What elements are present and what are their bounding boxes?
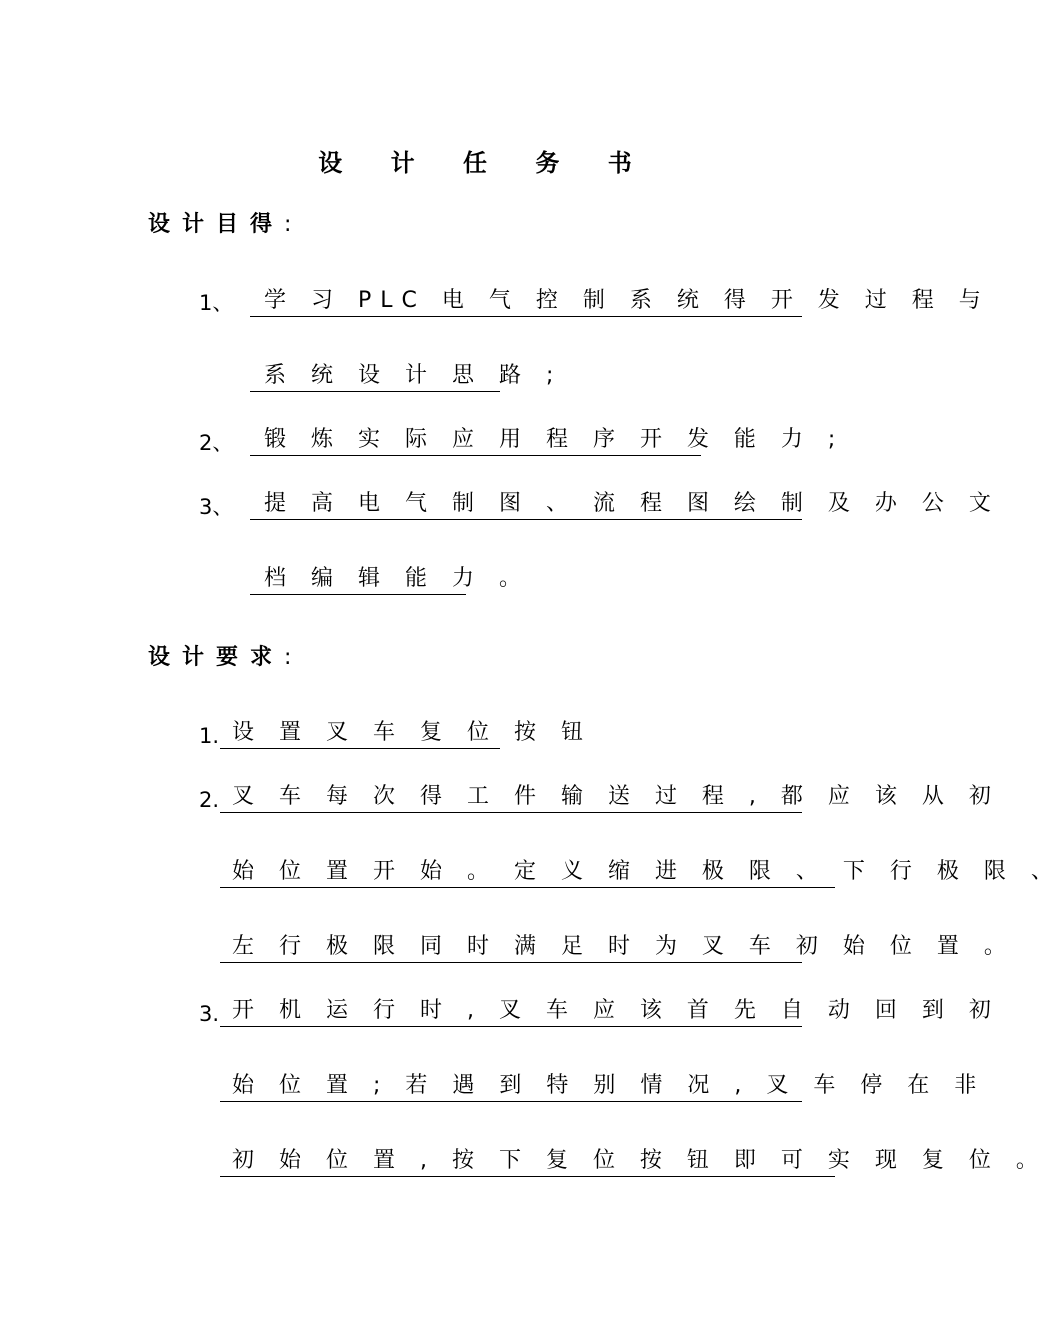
requirement-item-number-3: 3.: [199, 1002, 220, 1026]
purpose-item-3-line-1: 提 高 电 气 制 图 、 流 程 图 绘 制 及 办 公 文: [250, 489, 802, 520]
purpose-item-2-line-1: 锻 炼 实 际 应 用 程 序 开 发 能 力 ;: [250, 425, 701, 456]
requirement-item-2-line-1: 叉 车 每 次 得 工 件 输 送 过 程 , 都 应 该 从 初: [220, 782, 802, 813]
purpose-item-number-3: 3、: [199, 495, 234, 519]
purpose-item-1-line-1: 学 习 PLC 电 气 控 制 系 统 得 开 发 过 程 与: [250, 286, 802, 317]
requirement-item-3-line-1: 开 机 运 行 时 , 叉 车 应 该 首 先 自 动 回 到 初: [220, 996, 802, 1027]
purpose-item-number-2: 2、: [199, 431, 234, 455]
document-title: 设 计 任 务 书: [318, 149, 652, 177]
section-heading-requirements-colon: :: [284, 645, 292, 670]
requirement-item-number-1: 1.: [199, 724, 220, 748]
requirement-item-3-line-3: 初 始 位 置 , 按 下 复 位 按 钮 即 可 实 现 复 位 。: [220, 1146, 835, 1177]
requirement-item-2-line-2: 始 位 置 开 始 。 定 义 缩 进 极 限 、 下 行 极 限 、: [220, 857, 835, 888]
section-heading-requirements-text: 设计要求: [148, 645, 285, 670]
purpose-item-number-1: 1、: [199, 291, 234, 315]
requirement-item-2-line-3: 左 行 极 限 同 时 满 足 时 为 叉 车 初 始 位 置 。: [220, 932, 802, 963]
section-heading-purpose-colon: :: [284, 212, 292, 237]
requirement-item-3-line-2: 始 位 置 ; 若 遇 到 特 别 情 况 , 叉 车 停 在 非: [220, 1071, 802, 1102]
purpose-item-1-line-2: 系 统 设 计 思 路 ;: [250, 361, 500, 392]
requirement-item-1-line-1: 设 置 叉 车 复 位 按 钮: [220, 718, 500, 749]
requirement-item-number-2: 2.: [199, 788, 220, 812]
section-heading-purpose: [148, 210, 291, 240]
section-heading-purpose-text: 设计目得: [148, 212, 285, 237]
section-heading-requirements: [148, 643, 291, 673]
purpose-item-3-line-2: 档 编 辑 能 力 。: [250, 564, 466, 595]
